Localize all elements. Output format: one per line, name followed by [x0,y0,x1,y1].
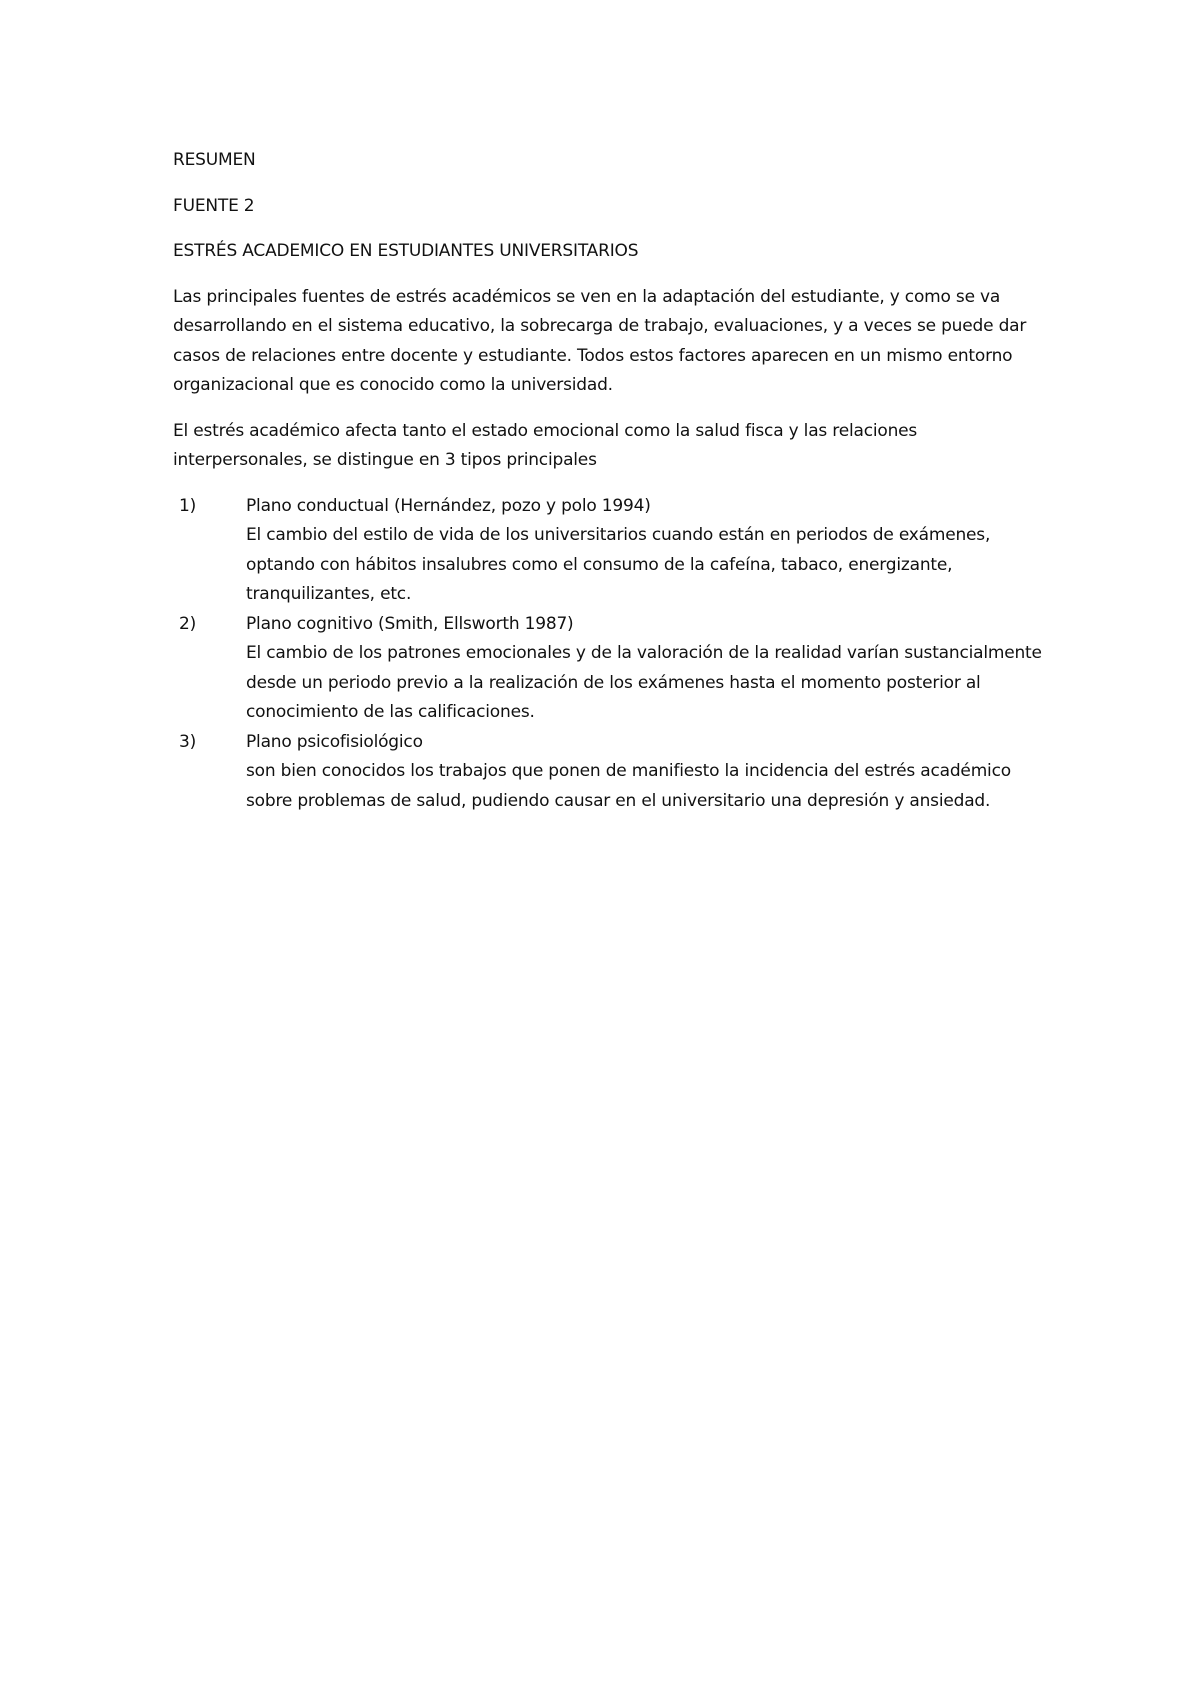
list-item-body [246,610,1053,728]
source-label: FUENTE 2 [173,195,255,216]
list-number: 1) [179,495,197,516]
list-item-title: Plano psicofisiológico [246,731,423,752]
document-title: ESTRÉS ACADEMICO EN ESTUDIANTES UNIVERSITARIOS [173,241,639,261]
intro-paragraph: Las principales fuentes de estrés académicos se ven en la adaptación del estudiante, y como se va desarrollando en el sistema educativo, la sobrecarga de trabajo, evaluaciones, y a veces se puede dar casos de relaciones entre docente y estudiante. Todos estos factores aparecen en un mismo entorno organizacional que es conocido como la universidad. [173,286,1027,395]
list-item-body [246,492,1053,610]
list-item-text: El cambio de los patrones emocionales y de la valoración de la realidad varían sustancialmente desde un periodo previo a la realización de los exámenes hasta el momento posterior al conocimiento de las calificaciones. [246,643,1042,722]
list-item-text: son bien conocidos los trabajos que ponen de manifiesto la incidencia del estrés académico sobre problemas de salud, pudiendo causar en el universitario una depresión y ansiedad. [246,761,1011,811]
list-number: 2) [179,613,197,634]
list-item-title: Plano conductual (Hernández, pozo y polo 1994) [246,495,651,516]
document-content [173,146,1053,816]
list-number: 3) [179,731,197,752]
list-item [173,610,1053,728]
list-item-title: Plano cognitivo (Smith, Ellsworth 1987) [246,613,574,634]
list-item-text: El cambio del estilo de vida de los universitarios cuando están en periodos de exámenes, optando con hábitos insalubres como el consumo de la cafeína, tabaco, energizante, tranquilizantes, etc. [246,525,991,604]
types-paragraph: El estrés académico afecta tanto el estado emocional como la salud fisca y las relaciones interpersonales, se distingue en 3 tipos principales [173,420,918,470]
list-item [173,728,1053,817]
document-label: RESUMEN [173,150,256,170]
list-item [173,492,1053,610]
stress-types-list [173,492,1053,817]
list-item-body [246,728,1053,817]
